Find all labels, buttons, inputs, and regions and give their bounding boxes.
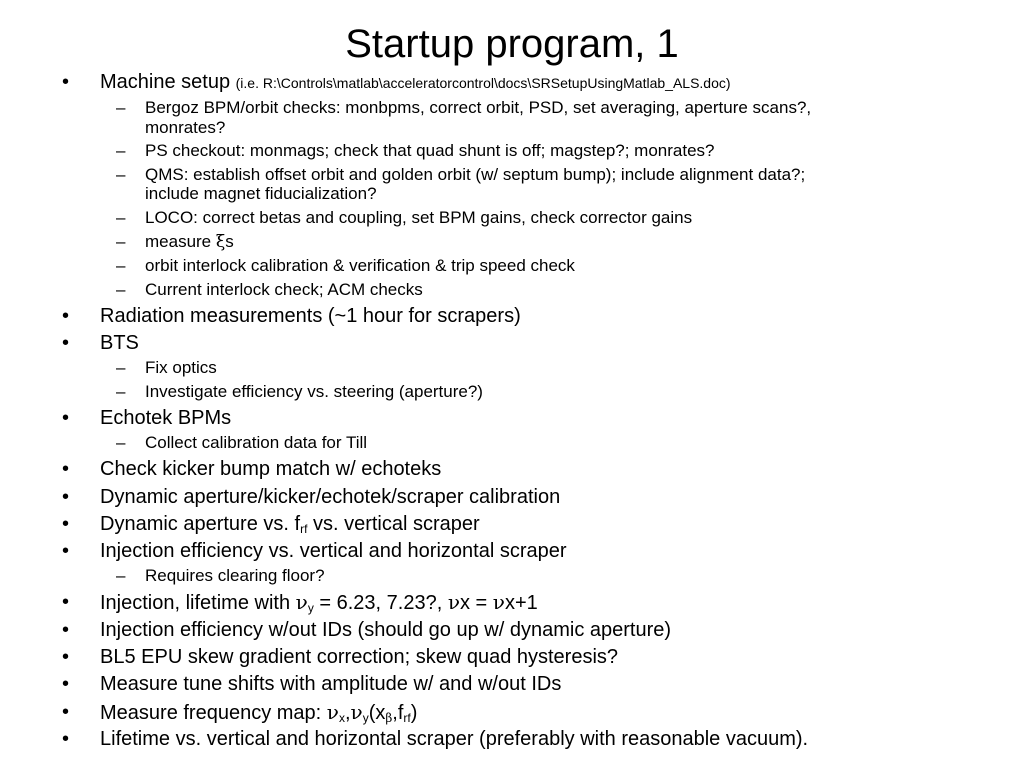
bullet-icon: • (62, 305, 70, 327)
bullet-icon: • (62, 728, 70, 750)
bullet-icon: • (62, 332, 70, 354)
item-text: x = (459, 592, 493, 614)
subscript: y (307, 601, 314, 615)
slide-title: Startup program, 1 (345, 22, 679, 66)
item-text: Lifetime vs. vertical and horizontal scraper (preferably with reasonable vacuum). (100, 728, 809, 750)
subscript: rf (300, 522, 308, 536)
item-text: ,f (392, 702, 404, 724)
item-text: QMS: establish offset orbit and golden orbit (w/ septum bump); include alignment data?; (145, 165, 806, 184)
item-text-continued: monrates? (145, 118, 226, 137)
item-text: Dynamic aperture vs. f (100, 513, 301, 535)
bullet-icon: • (62, 407, 70, 429)
dash-icon: – (116, 98, 126, 117)
nu-symbol: ν (295, 590, 308, 614)
item-text: BL5 EPU skew gradient correction; skew quad hysteresis? (100, 646, 619, 668)
item-text-continued: include magnet fiducialization? (145, 184, 377, 203)
item-text: x+1 (504, 592, 538, 614)
beta-subscript: β (385, 711, 393, 725)
bullet-icon: • (62, 673, 70, 695)
dash-icon: – (116, 232, 126, 251)
dash-icon: – (116, 141, 126, 160)
dash-icon: – (116, 165, 126, 184)
item-note: (i.e. R:\Controls\matlab\acceleratorcontrol\docs\SRSetupUsingMatlab_ALS.doc) (235, 75, 731, 91)
item-text: PS checkout: monmags; check that quad shunt is off; magstep?; monrates? (145, 141, 715, 160)
item-text: (x (368, 702, 386, 724)
item-text: Investigate efficiency vs. steering (aperture?) (145, 382, 483, 401)
subscript: x (338, 711, 345, 725)
item-text: Bergoz BPM/orbit checks: monbpms, correct orbit, PSD, set averaging, aperture scans?, (145, 98, 812, 117)
dash-icon: – (116, 280, 126, 299)
subscript: y (362, 711, 369, 725)
bullet-icon: • (62, 701, 70, 723)
item-text: Injection efficiency vs. vertical and horizontal scraper (100, 540, 567, 562)
xi-symbol: ξ (215, 232, 226, 252)
item-text: Current interlock check; ACM checks (145, 280, 423, 299)
item-text: LOCO: correct betas and coupling, set BPM gains, check corrector gains (145, 208, 693, 227)
item-text: Check kicker bump match w/ echoteks (100, 458, 442, 480)
bullet-icon: • (62, 513, 70, 535)
dash-icon: – (116, 358, 126, 377)
nu-symbol: ν (350, 700, 363, 724)
nu-symbol: ν (326, 700, 339, 724)
item-text: ) (410, 702, 418, 724)
item-text: , (344, 702, 351, 724)
bullet-icon: • (62, 619, 70, 641)
dash-icon: – (116, 208, 126, 227)
item-text: s (225, 232, 234, 251)
item-text: BTS (100, 332, 139, 354)
item-text: Measure tune shifts with amplitude w/ and w/out IDs (100, 673, 562, 695)
item-text: Injection efficiency w/out IDs (should go up w/ dynamic aperture) (100, 619, 672, 641)
nu-symbol: ν (447, 590, 460, 614)
item-text: vs. vertical scraper (307, 513, 480, 535)
dash-icon: – (116, 566, 126, 585)
item-text: Echotek BPMs (100, 407, 232, 429)
item-text: Injection, lifetime with (100, 592, 296, 614)
item-text: Machine setup (100, 71, 231, 93)
item-text: Measure frequency map: (100, 702, 327, 724)
bullet-icon: • (62, 591, 70, 613)
item-text: Fix optics (145, 358, 217, 377)
dash-icon: – (116, 256, 126, 275)
item-text: measure (145, 232, 216, 251)
bullet-icon: • (62, 71, 70, 93)
subscript: rf (403, 711, 411, 725)
item-text: = 6.23, 7.23?, (313, 592, 448, 614)
item-text: Dynamic aperture/kicker/echotek/scraper calibration (100, 486, 561, 508)
item-text: Requires clearing floor? (145, 566, 325, 585)
item-text: Radiation measurements (~1 hour for scrapers) (100, 305, 521, 327)
dash-icon: – (116, 433, 126, 452)
item-text: orbit interlock calibration & verification & trip speed check (145, 256, 575, 275)
nu-symbol: ν (492, 590, 505, 614)
bullet-icon: • (62, 458, 70, 480)
bullet-icon: • (62, 540, 70, 562)
bullet-icon: • (62, 486, 70, 508)
dash-icon: – (116, 382, 126, 401)
item-text: Collect calibration data for Till (145, 433, 368, 452)
bullet-icon: • (62, 646, 70, 668)
